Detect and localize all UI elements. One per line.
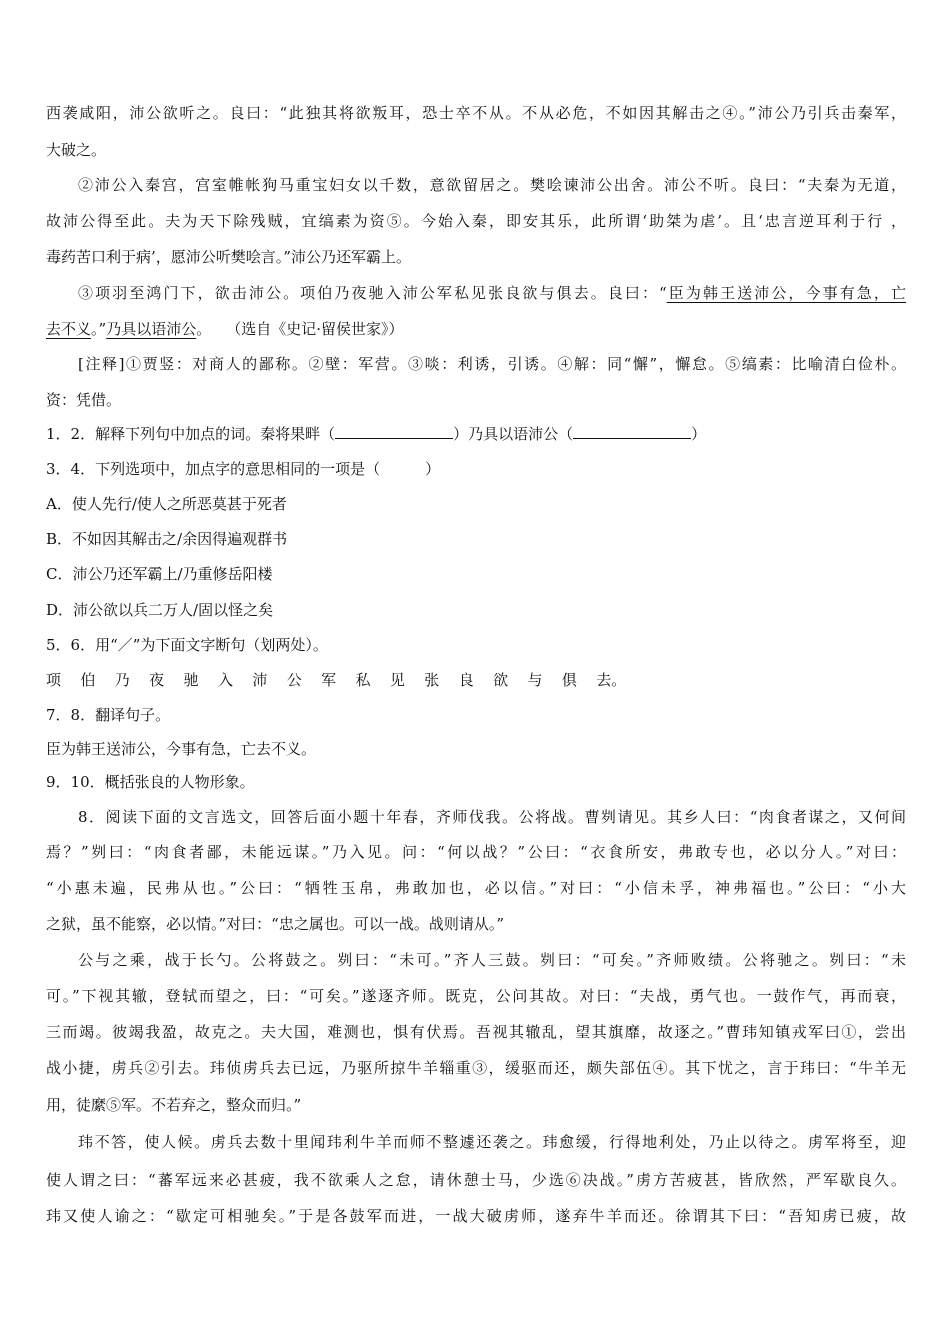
passage1-p2-line-3: 毒药苦口利于病’，愿沛公听樊哙言。”沛公乃还军霸上。	[46, 248, 411, 266]
passage1-p3-line-1	[78, 282, 906, 303]
question-9: 9．10．概括张良的人物形象。	[46, 773, 255, 791]
option-d: D．沛公欲以兵二万人/固以怪之矣	[46, 601, 274, 619]
char: 伯	[80, 671, 96, 689]
answer-blank-1[interactable]	[335, 425, 453, 439]
option-a: A．使人先行/使人之所恶莫甚于死者	[46, 495, 287, 513]
underlined-sentence: 臣为韩王送沛公，今事有急，亡	[666, 284, 906, 302]
option-b: B．不如因其解击之/余因得遍观群书	[46, 530, 288, 548]
char: 军	[321, 671, 337, 689]
question-1-close: ）	[691, 425, 707, 443]
answer-blank-2[interactable]	[573, 425, 691, 439]
notes-line-1: [注释]①贾竖：对商人的鄙称。②壁：军营。③啖：利诱，引诱。④解：同“懈”，懈怠。⑤缟素：比喻清白俭朴。	[78, 355, 906, 373]
passage2-line-9: 用，徒縻⑤军。不若弃之，整众而归。”	[46, 1096, 302, 1114]
passage2-line-2: 焉？”刿曰：“肉食者鄙，未能远谋。”乃入见。问：“何以战？”公曰：“衣食所安，弗敢专也，必以分人。”对曰：	[46, 843, 906, 861]
char: 项	[46, 671, 62, 689]
char: 良	[458, 671, 474, 689]
question-1	[46, 423, 906, 444]
punctuation-exercise-text	[46, 669, 906, 690]
passage2-line-5: 公与之乘，战于长勺。公将鼓之。刿曰：“未可。”齐人三鼓。刿曰：“可矣。”齐师败绩。公将驰之。刿曰：“未	[78, 951, 906, 969]
passage2-line-3: “小惠未遍，民弗从也。”公曰：“牺牲玉帛，弗敢加也，必以信。”对曰：“小信未孚，神弗福也。”公曰：“小大	[46, 879, 906, 897]
passage2-line-4: 之狱，虽不能察，必以情。”对曰：“忠之属也。可以一战。战则请从。”	[46, 915, 505, 933]
passage2-line-8: 战小捷，虏兵②引去。玮侦虏兵去已远，乃驱所掠牛羊辎重③，缓驱而还，颇失部伍④。其下忧之，言于玮曰：“牛羊无	[46, 1059, 906, 1077]
char: 入	[217, 671, 233, 689]
char: 沛	[252, 671, 268, 689]
passage1-line-1: 西袭咸阳，沛公欲听之。良曰：“此独其将欲叛耳，恐士卒不从。不从必危，不如因其解击之④。”沛公乃引兵击秦军，	[46, 104, 906, 122]
char: 张	[424, 671, 440, 689]
passage2-line-10: 玮不答，使人候。虏兵去数十里闻玮利牛羊而师不整遽还袭之。玮愈缓，行得地利处，乃止以待之。虏军将至，迎	[78, 1133, 906, 1151]
question-7: 7．8．翻译句子。	[46, 706, 171, 724]
passage2-line-6: 可。”下视其辙，登轼而望之，曰：“可矣。”遂逐齐师。既克，公问其故。对曰：“夫战，勇气也。一鼓作气，再而衰，	[46, 987, 906, 1005]
notes-line-2: 资：凭借。	[46, 391, 122, 409]
source-citation: 。 （选自《史记·留侯世家》）	[196, 320, 404, 338]
char: 公	[286, 671, 302, 689]
passage1-p2-line-2: 故沛公得至此。夫为天下除残贼，宜缟素为资⑤。今始入秦，即安其乐，此所谓‘助桀为虐’。且‘忠言逆耳利于行 ，	[46, 212, 906, 230]
char: 去。	[596, 671, 627, 689]
passage2-line-7: 三而竭。彼竭我盈，故克之。夫大国，难测也，惧有伏焉。吾视其辙乱，望其旗靡，故逐之。”曹玮知镇戎军曰①，尝出	[46, 1023, 906, 1041]
char: 私	[355, 671, 371, 689]
question-5: 5．6．用“／”为下面文字断句（划两处）。	[46, 636, 328, 654]
p3-text: ③项羽至鸿门下，欲击沛公。项伯乃夜驰入沛公军私见张良欲与俱去。良曰：“	[78, 284, 667, 302]
char: 乃	[114, 671, 130, 689]
translation-sentence: 臣为韩王送沛公，今事有急，亡去不义。	[46, 740, 317, 758]
char: 驰	[183, 671, 199, 689]
char: 俱	[561, 671, 577, 689]
question-1-text: 1．2．解释下列句中加点的词。秦将果畔（	[46, 425, 336, 443]
question-1-text-2: ）乃具以语沛公（	[453, 425, 574, 443]
passage2-line-12: 玮又使人谕之：“歇定可相驰矣。”于是各鼓军而进，一战大破虏师，遂弃牛羊而还。徐谓其下曰：“吾知虏已疲，故	[46, 1207, 906, 1225]
passage1-p2-line-1: ②沛公入秦宫，宫室帷帐狗马重宝妇女以千数，意欲留居之。樊哙谏沛公出舍。沛公不听。良曰：“夫秦为无道，	[78, 176, 906, 194]
char: 见	[389, 671, 405, 689]
p3-mid: 。”	[91, 320, 107, 338]
char: 欲	[493, 671, 509, 689]
question-3: 3．4．下列选项中，加点字的意思相同的一项是（ ）	[46, 460, 441, 478]
option-c: C．沛公乃还军霸上/乃重修岳阳楼	[46, 565, 273, 583]
char: 夜	[149, 671, 165, 689]
passage1-line-2: 大破之。	[46, 141, 107, 159]
passage2-line-11: 使人谓之曰：“蕃军远来必甚疲，我不欲乘人之怠，请休憩士马，少选⑥决战。”虏方苦疲甚，皆欣然，严军歇良久。	[46, 1171, 906, 1189]
passage2-line-1: 8．阅读下面的文言选文，回答后面小题十年春，齐师伐我。公将战。曹刿请见。其乡人曰：“肉食者谋之，又何间	[78, 808, 906, 826]
underlined-phrase: 乃具以语沛公	[106, 320, 197, 338]
char: 与	[527, 671, 543, 689]
underlined-sentence-end: 去不义	[46, 320, 92, 338]
passage1-p3-line-2	[46, 318, 906, 339]
